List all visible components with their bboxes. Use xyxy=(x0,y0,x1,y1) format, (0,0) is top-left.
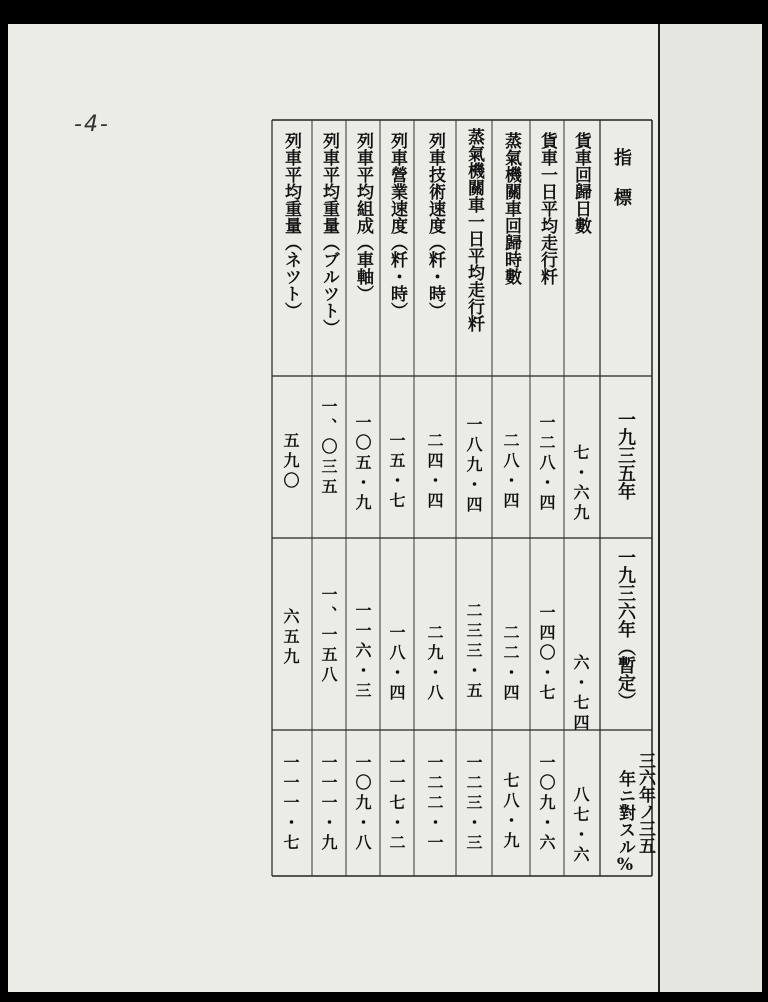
row-value-percent: 一〇九・八 xyxy=(353,754,372,854)
row-value-percent: 一一一・九 xyxy=(319,754,338,854)
header-percent-line2: 年ニ對スル% xyxy=(615,770,635,875)
row-value-1935: 一八九・四 xyxy=(464,416,483,516)
row-label-freight-car-daily-km: 貨車一日平均走行粁 xyxy=(537,132,557,285)
row-value-1935: 七・六九 xyxy=(571,444,590,524)
row-value-1935: 二八・四 xyxy=(501,432,520,512)
row-value-1935: 一〇五・九 xyxy=(353,414,372,514)
page-number: -4- xyxy=(74,112,110,137)
row-value-percent: 八七・六 xyxy=(571,786,590,866)
row-value-1936: 二九・八 xyxy=(425,624,444,704)
row-value-percent: 一〇九・六 xyxy=(537,754,556,854)
row-value-1936: 六・七四 xyxy=(571,654,590,734)
row-label-freight-car-turnaround: 貨車回歸日數 xyxy=(571,132,591,234)
row-label-steam-loco-daily-km: 蒸氣機關車一日平均走行粁 xyxy=(464,128,484,332)
row-value-1935: 五九〇 xyxy=(281,432,300,492)
header-percent-line1: 三六年ノ三五 xyxy=(635,752,655,854)
row-value-1935: 二四・四 xyxy=(425,432,444,512)
row-label-technical-speed: 列車技術速度（粁・時） xyxy=(425,132,445,319)
header-year-1936: 一九三六年（暫定） xyxy=(615,548,636,710)
row-value-1936: 一八・四 xyxy=(387,624,406,704)
row-value-1936: 一、一五八 xyxy=(319,586,338,686)
row-value-1936: 二二・四 xyxy=(501,624,520,704)
header-year-1935: 一九三五年 xyxy=(615,410,636,500)
row-value-1935: 一、〇三五 xyxy=(319,398,338,498)
row-value-1936: 一四〇・七 xyxy=(537,604,556,704)
row-value-percent: 一二三・三 xyxy=(464,754,483,854)
row-value-1936: 一一六・三 xyxy=(353,602,372,702)
row-value-1935: 一五・七 xyxy=(387,432,406,512)
row-label-train-average-composition: 列車平均組成（車軸） xyxy=(353,132,373,302)
row-value-percent: 一一七・二 xyxy=(387,754,406,854)
row-value-percent: 一一一・七 xyxy=(281,754,300,854)
row-value-1936: 六五九 xyxy=(281,608,300,668)
row-value-1935: 一二八・四 xyxy=(537,414,556,514)
row-label-train-average-weight-gross: 列車平均重量（ブルツト） xyxy=(319,132,339,336)
row-label-steam-loco-turnaround-hours: 蒸氣機關車回歸時數 xyxy=(501,132,521,285)
row-value-1936: 二三三・五 xyxy=(464,602,483,702)
row-value-percent: 七八・九 xyxy=(501,772,520,852)
row-value-percent: 一二二・一 xyxy=(425,754,444,854)
header-label: 指標 xyxy=(611,148,632,228)
row-label-commercial-speed: 列車營業速度（粁・時） xyxy=(387,132,407,319)
document-page xyxy=(8,24,762,992)
row-label-train-average-weight-net: 列車平均重量（ネツト） xyxy=(281,132,301,319)
